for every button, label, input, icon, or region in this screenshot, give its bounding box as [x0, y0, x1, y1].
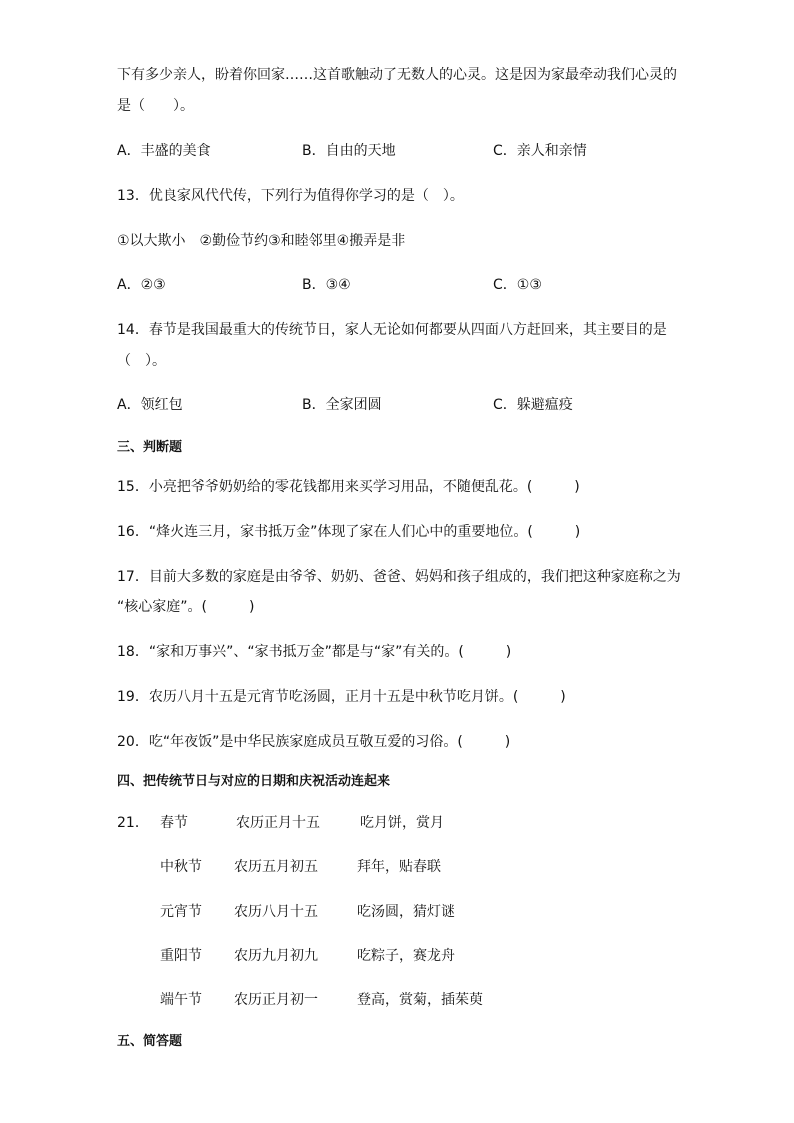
- section4-title: 四、把传统节日与对应的日期和庆祝活动连起来: [117, 774, 391, 789]
- q12-option-c: C．亲人和亲情: [493, 143, 587, 159]
- activity-item: 吃粽子，赛龙舟: [357, 948, 455, 964]
- festival-item: 重阳节: [160, 948, 202, 964]
- q13-option-c: C．①③: [493, 277, 542, 293]
- date-item: 农历五月初五: [234, 859, 318, 875]
- section5-title: 五、简答题: [117, 1034, 183, 1049]
- q13-option-a: A．②③: [117, 277, 166, 293]
- festival-item: 元宵节: [160, 904, 202, 920]
- q15: 15．小亮把爷爷奶奶给的零花钱都用来买学习用品，不随便乱花。( ): [117, 479, 580, 495]
- q12-line2: 是（ ）。: [117, 98, 194, 114]
- activity-item: 吃汤圆，猜灯谜: [357, 904, 455, 920]
- activity-item: 拜年，贴春联: [357, 859, 441, 875]
- festival-item: 春节: [160, 815, 188, 831]
- date-item: 农历正月十五: [236, 815, 320, 831]
- q19: 19．农历八月十五是元宵节吃汤圆，正月十五是中秋节吃月饼。( ): [117, 689, 566, 705]
- q18: 18．“家和万事兴”、“家书抵万金”都是与“家”有关的。( ): [117, 644, 512, 660]
- q20: 20．吃“年夜饭”是中华民族家庭成员互敬互爱的习俗。( ): [117, 734, 511, 750]
- q13-option-b: B．③④: [302, 277, 351, 293]
- q21-number: 21．: [117, 815, 149, 831]
- activity-item: 吃月饼，赏月: [360, 815, 444, 831]
- q14-option-b: B．全家团圆: [302, 397, 382, 413]
- q14-line1: 14．春节是我国最重大的传统节日，家人无论如何都要从四面八方赶回来，其主要目的是: [117, 322, 667, 338]
- q14-option-c: C．躲避瘟疫: [493, 397, 573, 413]
- q17-line2: “核心家庭”。( ): [117, 599, 255, 615]
- q13-items: ①以大欺小 ②勤俭节约③和睦邻里④搬弄是非: [117, 233, 406, 249]
- q16: 16．“烽火连三月，家书抵万金”体现了家在人们心中的重要地位。( ): [117, 524, 581, 540]
- q14-option-a: A．领红包: [117, 397, 183, 413]
- section3-title: 三、判断题: [117, 440, 183, 455]
- q14-line2: （ ）。: [117, 353, 166, 369]
- festival-item: 端午节: [160, 992, 202, 1008]
- date-item: 农历九月初九: [234, 948, 318, 964]
- festival-item: 中秋节: [160, 859, 202, 875]
- q12-option-a: A．丰盛的美食: [117, 143, 211, 159]
- q13-stem: 13．优良家风代代传，下列行为值得你学习的是（ ）。: [117, 188, 464, 204]
- activity-item: 登高，赏菊，插茱萸: [357, 992, 483, 1008]
- q12-line1: 下有多少亲人，盼着你回家……这首歌触动了无数人的心灵。这是因为家最牵动我们心灵的: [117, 67, 677, 83]
- q12-option-b: B．自由的天地: [302, 143, 396, 159]
- date-item: 农历正月初一: [234, 992, 318, 1008]
- q17-line1: 17．目前大多数的家庭是由爷爷、奶奶、爸爸、妈妈和孩子组成的，我们把这种家庭称之为: [117, 569, 681, 585]
- date-item: 农历八月十五: [234, 904, 318, 920]
